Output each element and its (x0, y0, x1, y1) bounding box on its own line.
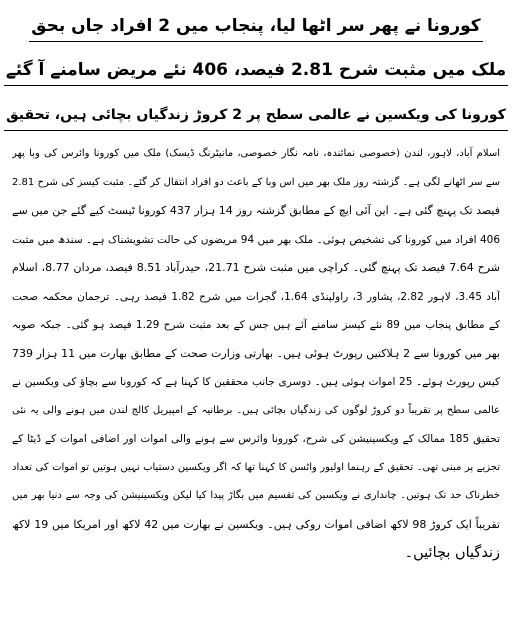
headline-2-text: ملک میں مثبت شرح 2.81 فیصد، 406 نئے مریض سامنے آ گئے (4, 55, 508, 86)
article-body (12, 140, 500, 568)
body-line: عالمی سطح پر تقریباً دو کروڑ لوگوں کی زندگیاں بچائی ہیں۔ برطانیہ کے امپیریل کالج لندن میں ہونے والی یہ نئی (12, 404, 500, 416)
body-line: شرح 7.64 فیصد تک پہنچ گئی۔ کراچی میں مثبت شرح 21.71، حیدرآباد 8.51 فیصد، مردان 8.77، اسلام (12, 261, 500, 274)
body-line: 406 افراد میں کورونا کی تشخیص ہوئی۔ ملک بھر میں 94 مریضوں کی حالت تشویشناک ہے۔ سندھ میں مثبت (12, 233, 500, 246)
body-line: فیصد تک پہنچ گئی ہے۔ این آئی ایچ کے مطابق گزشتہ روز 14 ہزار 437 کورونا ٹیسٹ کیے گئے جن میں سے (12, 204, 500, 217)
body-line: اسلام آباد، لاہور، لندن (خصوصی نمائندہ، نامہ نگار خصوصی، مانیٹرنگ ڈیسک) ملک میں کورونا وائرس کی وبا پھر (12, 148, 500, 159)
body-line: کے مطابق پنجاب میں 89 نئے کیسز سامنے آئے ہیں جس کے بعد مثبت شرح 1.29 فیصد ہو گئی۔ جبکہ صوبہ (12, 319, 500, 331)
body-line: بھر میں کورونا سے 2 ہلاکتیں رپورٹ ہوئی ہیں۔ بھارتی وزارت صحت کے مطابق بھارت میں 11 ہزار 739 (12, 346, 500, 360)
headline-3 (0, 92, 512, 136)
body-line: تجزیے پر مبنی تھی۔ تحقیق کے رہنما اولیور واٹسن کا کہنا تھا کہ اگر ویکسین دستیاب نہیں ہوتیں تو اموات کی تعداد (12, 461, 500, 473)
body-line-last: زندگیاں بچائیں۔ (404, 545, 500, 561)
body-line: کیس رپورٹ ہوئے۔ 25 اموات ہوئی ہیں۔ دوسری جانب محققین کا کہنا ہے کہ کورونا سے بچاؤ کی ویکسین نے (12, 376, 500, 388)
body-line: سے سر اٹھانے لگی ہے۔ گزشتہ روز ملک بھر میں اس وبا کے باعث دو افراد انتقال کر گئے۔ مثبت کیسز کی شرح 2.81 (12, 176, 500, 188)
body-line: آباد 3.45، لاہور 2.82، پشاور 3، راولپنڈی 1.64، گجرات میں شرح 1.82 فیصد رہی۔ ترجمان محکمہ صحت (12, 290, 500, 303)
headline-block (0, 4, 512, 136)
headline-1-text: کورونا نے پھر سر اٹھا لیا، پنجاب میں 2 افراد جاں بحق (29, 11, 482, 42)
body-line: خطرناک حد تک ہوتیں۔ چانداری نے ویکسین کی تقسیم میں بگاڑ پیدا کیا لیکن ویکسینیشن کی وجہ سے دنیا بھر میں (12, 490, 500, 501)
body-line: تقریباً ایک کروڑ 98 لاکھ اضافی اموات روکی ہیں۔ ویکسین نے بھارت میں 42 لاکھ اور امریکا میں 19 لاکھ (12, 517, 500, 531)
headline-1 (0, 4, 512, 48)
body-line: تحقیق 185 ممالک کے ویکسینیشن کی شرح، کورونا وائرس سے ہونے والی اموات اور اضافی اموات کے ڈیٹا کے (12, 433, 500, 445)
headline-2 (0, 48, 512, 92)
headline-3-text: کورونا کی ویکسین نے عالمی سطح پر 2 کروڑ زندگیاں بچائی ہیں، تحقیق (4, 100, 508, 131)
